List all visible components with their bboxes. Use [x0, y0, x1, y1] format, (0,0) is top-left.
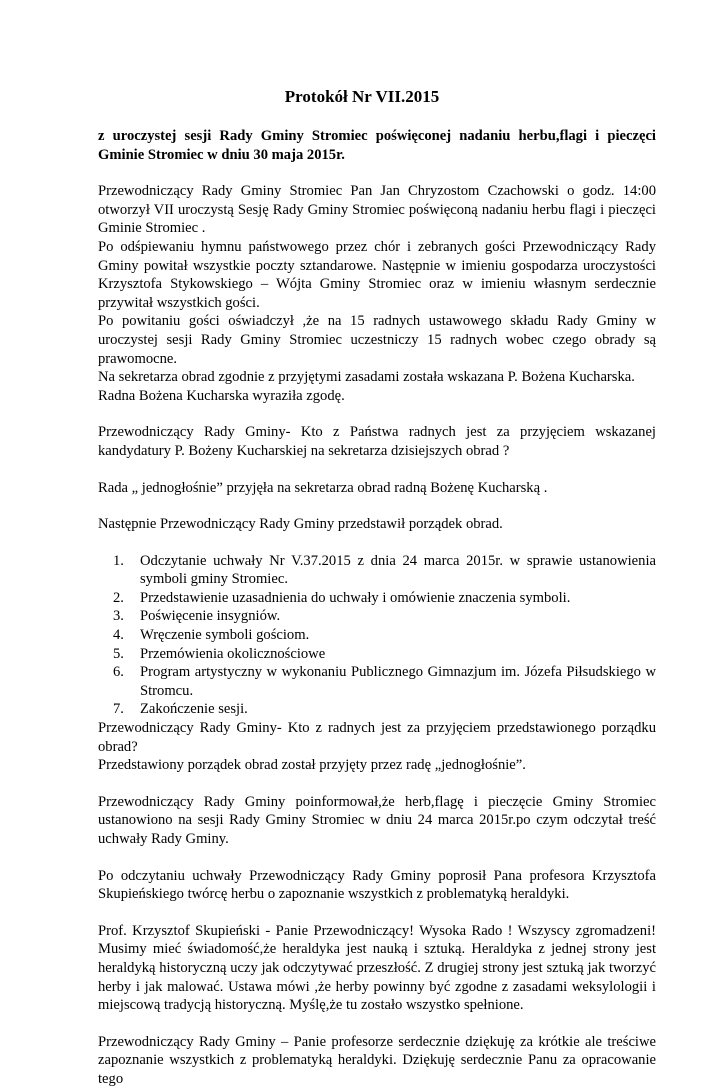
agenda-item	[113, 626, 656, 645]
agenda-item-text: Wręczenie symboli gościom.	[140, 627, 310, 644]
agenda-item-number: 6.	[113, 664, 124, 681]
agenda-item	[113, 700, 656, 719]
paragraph-informed: Przewodniczący Rady Gminy poinformował,że herb,flagę i pieczęcie Gminy Stromiec ustanowiono na sesji Rady Gminy Stromiec w dniu 24 marca 2015r.po czym odczytał treść uchwały Rady Gminy.	[98, 793, 656, 847]
agenda-item-text: Zakończenie sesji.	[140, 701, 248, 718]
agenda-item	[113, 607, 656, 626]
paragraph-agenda-intro: Następnie Przewodniczący Rady Gminy przedstawił porządek obrad.	[98, 516, 503, 533]
agenda-item-text: Przedstawienie uzasadnienia do uchwały i omówienie znaczenia symboli.	[140, 589, 571, 606]
document-body	[98, 127, 656, 1089]
paragraph-secretary-vote: Rada „ jednogłośnie” przyjęła na sekretarza obrad radną Bożenę Kucharską .	[98, 479, 548, 496]
agenda-item	[113, 552, 656, 589]
agenda-item-number: 7.	[113, 701, 124, 718]
agenda-item	[113, 645, 656, 664]
session-subtitle: z uroczystej sesji Rady Gminy Stromiec poświęconej nadaniu herbu,flagi i pieczęci Gminie Stromiec w dniu 30 maja 2015r.	[98, 128, 656, 163]
agenda-item-number: 1.	[113, 552, 124, 569]
agenda-item-number: 2.	[113, 589, 124, 606]
paragraph-agenda-question: Przewodniczący Rady Gminy- Kto z radnych jest za przyjęciem przedstawionego porządku obrad?	[98, 720, 656, 755]
paragraph-chairman-thanks: Przewodniczący Rady Gminy – Panie profesorze serdecznie dziękuję za krótkie ale treściwe zapoznanie wszystkich z problematyką heraldyki. Dziękuję serdecznie Panu za opracowanie tego	[98, 1033, 656, 1087]
agenda-item-text: Poświęcenie insygniów.	[140, 608, 281, 625]
paragraph-secretary-nomination: Na sekretarza obrad zgodnie z przyjętymi zasadami została wskazana P. Bożena Kucharska.	[98, 369, 635, 386]
agenda-item	[113, 663, 656, 700]
agenda-item	[113, 589, 656, 608]
agenda-item-text: Odczytanie uchwały Nr V.37.2015 z dnia 24 marca 2015r. w sprawie ustanowienia symboli gminy Stromiec.	[140, 552, 656, 588]
page-title: Protokół Nr VII.2015	[284, 87, 440, 106]
paragraph-agenda-vote: Przedstawiony porządek obrad został przyjęty przez radę „jednogłośnie”.	[98, 757, 526, 774]
paragraph-secretary-consent: Radna Bożena Kucharska wyraziła zgodę.	[98, 387, 345, 404]
agenda-item-number: 5.	[113, 645, 124, 662]
agenda-item-text: Przemówienia okolicznościowe	[140, 645, 326, 662]
paragraph-secretary-question: Przewodniczący Rady Gminy- Kto z Państwa radnych jest za przyjęciem wskazanej kandydatury P. Bożeny Kucharskiej na sekretarza dzisiejszych obrad ?	[98, 424, 656, 459]
paragraph-professor-speech: Prof. Krzysztof Skupieński - Panie Przewodniczący! Wysoka Rado ! Wszyscy zgromadzeni! Musimy mieć świadomość,że heraldyka jest nauką i sztuką. Heraldyka z jednej strony jest heraldyką historyczną uczy jak odczytywać przeszłość. Z drugiej strony jest sztuką jak tworzyć herby i jak malować. Ustawa mówi ,że herby powinny być zgodne z zasadami weksylologii i miejscową tradycją historyczną. Myślę,że tu zostało wszystko spełnione.	[98, 922, 656, 1014]
agenda-list	[98, 552, 656, 719]
agenda-item-number: 4.	[113, 627, 124, 644]
agenda-item-text: Program artystyczny w wykonaniu Publicznego Gimnazjum im. Józefa Piłsudskiego w Stromcu.	[140, 664, 656, 699]
paragraph-quorum: Po powitaniu gości oświadczył ,że na 15 radnych ustawowego składu Rady Gminy w uroczystej sesji Rady Gminy Stromiec uczestniczy 15 radnych wobec czego obrady są prawomocne.	[98, 313, 656, 367]
paragraph-greeting: Po odśpiewaniu hymnu państwowego przez chór i zebranych gości Przewodniczący Rady Gminy powitał wszystkie poczty sztandarowe. Następnie w imieniu gospodarza uroczystości Krzysztofa Stykowskiego – Wójta Gminy Stromiec oraz w imieniu własnym serdecznie przywitał wszystkich gości.	[98, 238, 656, 311]
paragraph-opening: Przewodniczący Rady Gminy Stromiec Pan Jan Chryzostom Czachowski o godz. 14:00 otworzył VII uroczystą Sesję Rady Gminy Stromiec poświęconą nadaniu herbu flagi i pieczęci Gminie Stromiec .	[98, 183, 656, 237]
agenda-item-number: 3.	[113, 608, 124, 625]
paragraph-after-reading: Po odczytaniu uchwały Przewodniczący Rady Gminy poprosił Pana profesora Krzysztofa Skupieńskiego twórcę herbu o zapoznanie wszystkich z problematyką heraldyki.	[98, 867, 656, 903]
